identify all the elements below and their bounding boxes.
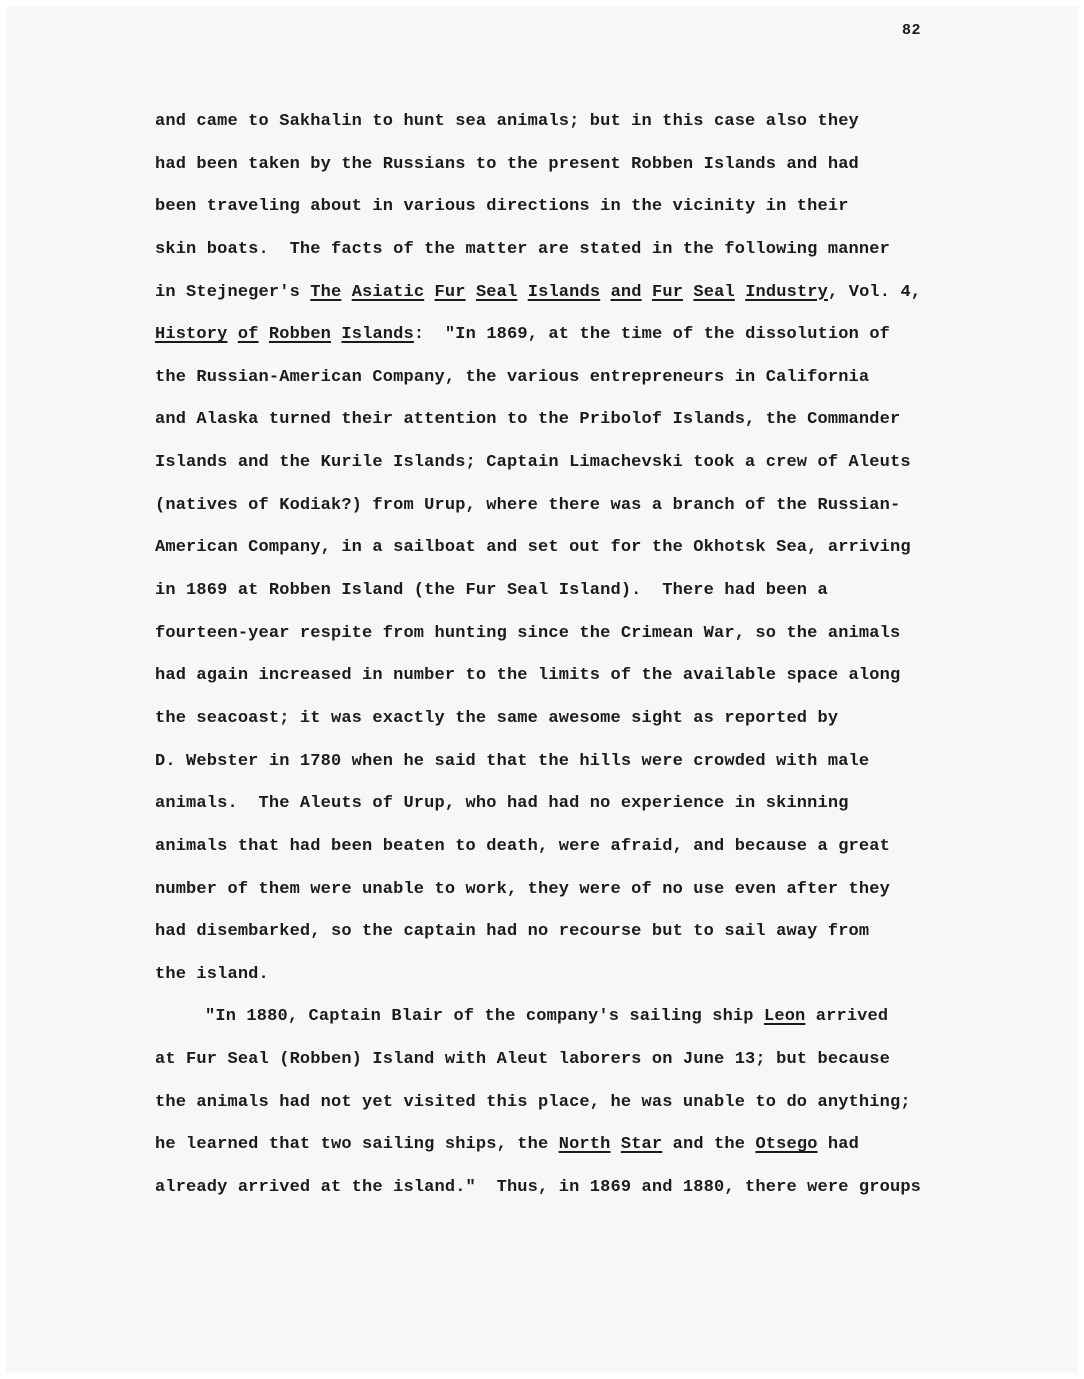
text-segment: [610, 1135, 620, 1154]
text-segment: in 1869 at Robben Island (the Fur Seal Island). There had been a: [155, 581, 828, 601]
underlined-title-word: Otsego: [755, 1135, 818, 1155]
text-segment: [642, 283, 652, 302]
text-segment: skin boats. The facts of the matter are stated in the following manner: [155, 239, 890, 259]
text-segment: had again increased in number to the limits of the available space along: [155, 666, 901, 686]
text-segment: animals that had been beaten to death, were afraid, and because a great: [155, 836, 890, 856]
text-segment: [259, 325, 269, 344]
text-line: [155, 999, 1035, 1042]
text-segment: D. Webster in 1780 when he said that the hills were crowded with male: [155, 751, 870, 771]
text-segment: (natives of Kodiak?) from Urup, where there was a branch of the Russian-: [155, 495, 901, 515]
text-line: [155, 104, 1035, 147]
text-line: [155, 744, 1035, 787]
text-segment: had disembarked, so the captain had no recourse but to sail away from: [155, 922, 870, 942]
text-line: [155, 275, 1035, 318]
text-line: [155, 573, 1035, 616]
text-segment: [683, 283, 693, 302]
text-line: [155, 1170, 1035, 1213]
text-segment: number of them were unable to work, they were of no use even after they: [155, 879, 890, 899]
text-line: [155, 616, 1035, 659]
underlined-title-word: Asiatic: [351, 282, 425, 302]
text-line: [155, 1127, 1035, 1170]
text-segment: at Fur Seal (Robben) Island with Aleut laborers on June 13; but because: [155, 1050, 890, 1070]
underlined-title-word: Seal: [475, 282, 518, 302]
text-segment: in Stejneger's: [155, 282, 311, 302]
text-segment: , Vol. 4,: [828, 282, 922, 302]
text-line: [155, 1085, 1035, 1128]
text-segment: he learned that two sailing ships, the: [155, 1135, 559, 1155]
underlined-title-word: Islands: [527, 282, 601, 302]
text-segment: [600, 283, 610, 302]
page-number: 82: [902, 22, 922, 39]
text-segment: and Alaska turned their attention to the Pribolof Islands, the Commander: [155, 410, 901, 430]
text-line: [155, 658, 1035, 701]
underlined-title-word: Robben: [268, 325, 332, 345]
text-line: [155, 701, 1035, 744]
text-segment: [735, 283, 745, 302]
text-line: [155, 445, 1035, 488]
text-line: [155, 360, 1035, 403]
text-segment: had been taken by the Russians to the present Robben Islands and had: [155, 154, 859, 174]
text-segment: had: [817, 1135, 859, 1155]
text-line: [155, 914, 1035, 957]
text-segment: and came to Sakhalin to hunt sea animals; but in this case also they: [155, 112, 859, 131]
underlined-title-word: The: [310, 282, 342, 302]
underlined-title-word: North: [558, 1135, 611, 1155]
text-segment: animals. The Aleuts of Urup, who had had no experience in skinning: [155, 794, 849, 814]
text-segment: "In 1880, Captain Blair of the company's sailing ship: [205, 1007, 764, 1027]
text-segment: the seacoast; it was exactly the same awesome sight as reported by: [155, 708, 839, 728]
text-segment: Islands and the Kurile Islands; Captain Limachevski took a crew of Aleuts: [155, 453, 911, 473]
text-segment: and the: [662, 1135, 756, 1155]
underlined-title-word: of: [237, 325, 259, 345]
body-text: [155, 104, 1035, 1213]
text-line: [155, 872, 1035, 915]
text-line: [155, 488, 1035, 531]
text-line: [155, 317, 1035, 360]
text-segment: American Company, in a sailboat and set out for the Okhotsk Sea, arriving: [155, 538, 911, 558]
text-segment: the animals had not yet visited this place, he was unable to do anything;: [155, 1092, 911, 1112]
text-segment: [424, 283, 434, 302]
underlined-title-word: Star: [620, 1135, 663, 1155]
text-segment: the Russian-American Company, the various entrepreneurs in California: [155, 367, 870, 387]
text-line: [155, 147, 1035, 190]
underlined-title-word: Fur: [434, 282, 466, 302]
underlined-title-word: and: [610, 282, 642, 302]
underlined-title-word: Fur: [651, 282, 684, 302]
underlined-title-word: Industry: [745, 282, 829, 302]
text-segment: fourteen-year respite from hunting since the Crimean War, so the animals: [155, 623, 901, 643]
text-segment: [331, 325, 341, 344]
text-segment: [227, 325, 237, 344]
text-line: [155, 189, 1035, 232]
text-line: [155, 530, 1035, 573]
text-segment: [341, 283, 351, 302]
text-line: [155, 786, 1035, 829]
text-line: [155, 1042, 1035, 1085]
text-segment: been traveling about in various directions in the vicinity in their: [155, 197, 849, 217]
text-line: [155, 402, 1035, 445]
text-segment: [466, 283, 476, 302]
underlined-title-word: History: [155, 325, 228, 345]
text-line: [155, 829, 1035, 872]
text-segment: : "In 1869, at the time of the dissolution of: [413, 325, 891, 345]
text-segment: the island.: [155, 964, 269, 984]
text-segment: already arrived at the island." Thus, in 1869 and 1880, there were groups: [155, 1178, 922, 1198]
underlined-title-word: Leon: [764, 1007, 806, 1027]
text-segment: [517, 283, 527, 302]
text-line: [155, 957, 1035, 1000]
underlined-title-word: Islands: [341, 325, 414, 345]
underlined-title-word: Seal: [693, 282, 735, 302]
text-segment: arrived: [805, 1007, 889, 1027]
text-line: [155, 232, 1035, 275]
